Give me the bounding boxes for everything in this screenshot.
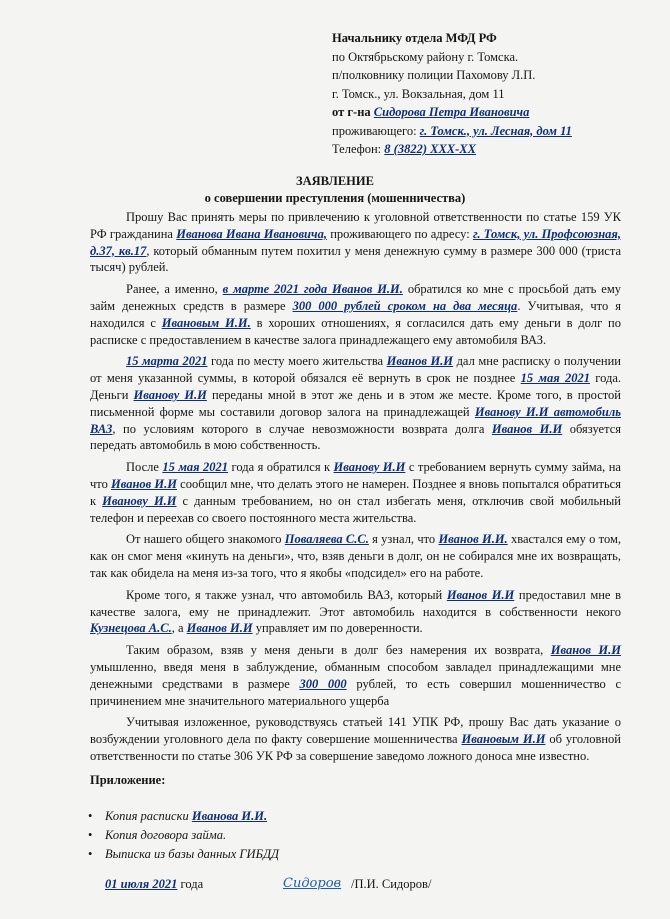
date-line bbox=[105, 876, 203, 893]
statement-date: 01 июля 2021 bbox=[105, 877, 178, 891]
paragraph-text: Таким образом, взяв у меня деньги в долг без намерения их возврата, bbox=[126, 643, 551, 658]
addressee-district: по Октябрьскому району г. Томска. bbox=[332, 49, 519, 64]
paragraph-text: После bbox=[126, 460, 163, 475]
attachment-text: Копия расписки bbox=[105, 809, 192, 823]
attachment-text: Копия договора займа. bbox=[105, 828, 227, 842]
statement-paragraph bbox=[90, 642, 621, 709]
filled-field: 300 000 bbox=[299, 676, 347, 691]
signature-footer bbox=[105, 876, 565, 896]
paragraph-text: , который обманным путем похитил у меня денежную сумму в размере 300 000 (триста тысяч) рублей. bbox=[90, 243, 621, 275]
filled-field: 300 000 рублей сроком на два месяца bbox=[292, 298, 518, 313]
date-suffix: года bbox=[180, 877, 204, 891]
paragraph-text: сообщил мне, что делать этого не намерен. Позднее я вновь попытался обратиться к bbox=[90, 476, 621, 508]
paragraph-text: переданы мной в этот же день и в этом же месте. Кроме того, в простой письменной форме мы составили договор залога на принадлежащей bbox=[90, 387, 621, 419]
document-subtitle: о совершении преступления (мошенничества) bbox=[204, 191, 466, 205]
paragraph-text: обязуется передать автомобиль в мою собственность. bbox=[90, 421, 621, 453]
paragraph-text: об уголовной ответственности по статье 306 УК РФ за совершение заведомо ложного доноса мне известно. bbox=[90, 732, 621, 763]
statement-body bbox=[90, 209, 621, 765]
filled-field: Иванов И.И. bbox=[438, 532, 508, 547]
paragraph-text: года. Деньги bbox=[90, 371, 621, 402]
filled-field: Иванову И.И bbox=[102, 493, 177, 508]
attachment-name: Иванова И.И. bbox=[191, 809, 268, 823]
attachments-title: Приложение: bbox=[90, 773, 166, 787]
filled-field: Иванов И.И bbox=[111, 476, 177, 491]
paragraph-text: проживающего по адресу: bbox=[326, 226, 473, 241]
paragraph-text: управляет им по доверенности. bbox=[252, 621, 423, 636]
residence-line bbox=[332, 122, 652, 141]
filled-field: Кузнецова А.С. bbox=[90, 621, 172, 636]
statement-paragraph bbox=[90, 281, 621, 348]
paragraph-text: дал мне расписку о получении от меня указанной суммы, в которой обязался её вернуть в срок не позднее bbox=[90, 354, 621, 386]
addressee-block bbox=[332, 29, 652, 159]
signature-name: /П.И. Сидоров/ bbox=[351, 877, 432, 891]
filled-field: в марте 2021 года Иванов И.И. bbox=[222, 282, 403, 297]
filled-field: Поваляева С.С. bbox=[284, 532, 369, 547]
paragraph-text: в хороших отношениях, я согласился дать ему деньги в долг по расписке с предоставлением в качестве залога принадлежащего ему автомобиля ВАЗ. bbox=[90, 315, 621, 347]
paragraph-text: предоставил мне в качестве залога, ему не принадлежит. Этот автомобиль находится в собственности некого bbox=[90, 587, 621, 619]
paragraph-text: года по месту моего жительства bbox=[207, 354, 387, 369]
filled-field: Ивановым И.И bbox=[461, 732, 546, 747]
paragraph-text: умышленно, введя меня в заблуждение, обманным способом завладел принадлежащими мне денежными средствами в размере bbox=[90, 659, 621, 691]
paragraph-text: рублей, то есть совершил мошенничество с причинением мне значительного материального ущерба bbox=[90, 676, 622, 708]
sender-label: от г-на bbox=[332, 105, 371, 119]
statement-paragraph bbox=[90, 531, 621, 581]
filled-field: Иванов И.И bbox=[446, 587, 515, 602]
phone-line bbox=[332, 140, 652, 159]
filled-field: Иванов И.И bbox=[491, 421, 563, 436]
filled-field: 15 мая 2021 bbox=[162, 460, 229, 475]
filled-field: Иванову И.И bbox=[333, 460, 406, 475]
filled-field: Иванова Ивана Ивановича, bbox=[176, 226, 327, 241]
attachment-item bbox=[90, 808, 279, 827]
paragraph-text: Ранее, а именно, bbox=[126, 282, 223, 297]
filled-field: г. Томск, ул. Профсоюзная, д.37, кв.17 bbox=[90, 226, 621, 258]
attachments-list bbox=[90, 808, 279, 865]
paragraph-text: , по условиям которого в случае невозможности возврата долга bbox=[112, 421, 492, 436]
paragraph-text: Кроме того, я также узнал, что автомобиль ВАЗ, который bbox=[126, 587, 447, 602]
attachment-text: Выписка из базы данных ГИБДД bbox=[105, 847, 279, 861]
paragraph-text: . Учитывая, что я находился с bbox=[90, 298, 621, 330]
residence-address: г. Томск., ул. Лесная, дом 11 bbox=[419, 123, 572, 138]
paragraph-text: обратился ко мне с просьбой дать ему займ денежных средств в размере bbox=[90, 282, 621, 313]
filled-field: Иванов И.И bbox=[550, 643, 621, 658]
paragraph-text: От нашего общего знакомого bbox=[126, 532, 285, 547]
paragraph-text: с требованием вернуть сумму займа, на что bbox=[90, 460, 621, 491]
addressee-title: Начальнику отдела МФД РФ bbox=[332, 31, 497, 45]
attachment-item bbox=[90, 846, 279, 865]
statement-paragraph bbox=[90, 209, 621, 276]
statement-paragraph bbox=[90, 714, 621, 764]
paragraph-text: Учитывая изложенное, руководствуясь статьей 141 УПК РФ, прошу Вас дать указание о возбуждении уголовного дела по факту совершение мошенничества bbox=[90, 715, 621, 747]
statement-paragraph bbox=[90, 587, 621, 637]
paragraph-text: я узнал, что bbox=[368, 532, 439, 547]
paragraph-text: года я обратился к bbox=[228, 460, 334, 475]
residence-label: проживающего: bbox=[332, 123, 417, 138]
phone-value: 8 (3822) ХХХ-ХХ bbox=[384, 142, 476, 156]
paragraph-text: хвастался ему о том, как он смог меня «кинуть на деньги», что, взяв деньги в долг, он не собирался мне их возвращать, так как обидела на меня из-за того, что я якобы «подсидел» его на работе. bbox=[90, 532, 621, 580]
phone-label: Телефон: bbox=[332, 142, 382, 156]
paragraph-text: с данным требованием, но он стал избегать меня, отключив свой мобильный телефон и переехав со своего постоянного места жительства. bbox=[90, 493, 621, 525]
filled-field: 15 марта 2021 bbox=[126, 354, 208, 369]
addressee-person: п/полковнику полиции Пахомову Л.П. bbox=[332, 68, 536, 82]
statement-paragraph bbox=[90, 459, 621, 526]
document-title: ЗАЯВЛЕНИЕ bbox=[296, 174, 374, 188]
filled-field: Иванову И.И bbox=[133, 387, 207, 402]
attachment-item bbox=[90, 827, 279, 846]
filled-field: Ивановым И.И. bbox=[161, 315, 251, 330]
statement-paragraph bbox=[90, 353, 621, 454]
paragraph-text: Прошу Вас принять меры по привлечению к уголовной ответственности по статье 159 УК РФ гражданина bbox=[90, 210, 621, 241]
sender-line bbox=[332, 103, 652, 122]
sender-name: Сидорова Петра Ивановича bbox=[373, 105, 530, 119]
filled-field: Иванов И.И bbox=[386, 354, 454, 369]
addressee-address: г. Томск., ул. Вокзальная, дом 11 bbox=[332, 86, 505, 101]
handwritten-signature: Сидоров bbox=[283, 876, 342, 891]
filled-field: Иванов И.И bbox=[186, 621, 253, 636]
paragraph-text: , а bbox=[171, 621, 187, 636]
filled-field: 15 мая 2021 bbox=[520, 371, 590, 386]
filled-field: Иванову И.И автомобиль ВАЗ bbox=[90, 404, 621, 436]
